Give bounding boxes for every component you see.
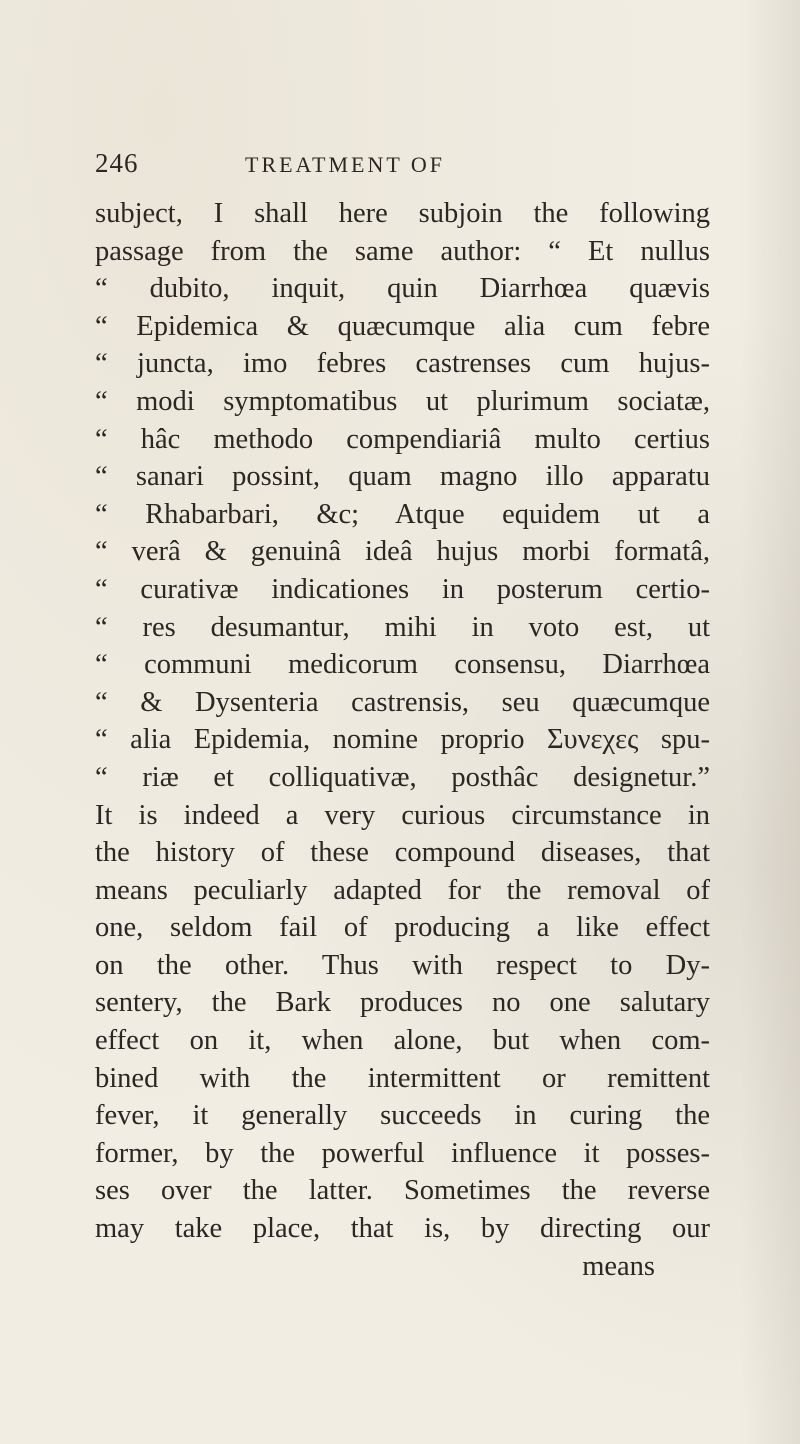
- text-line: “ Rhabarbari, &c; Atque equidem ut a: [95, 498, 710, 530]
- body-text: [95, 195, 710, 1285]
- text-line: sentery, the Bark produces no one salutary: [95, 987, 710, 1019]
- text-line: former, by the powerful influence it posses-: [95, 1137, 710, 1169]
- text-line: “ communi medicorum consensu, Diarrhœa: [95, 649, 710, 681]
- text-line: “ modi symptomatibus ut plurimum sociatæ,: [95, 385, 710, 417]
- running-head: [95, 148, 695, 184]
- catchword: means: [582, 1250, 655, 1282]
- text-line: “ curativæ indicationes in posterum certio-: [95, 573, 710, 605]
- text-line: “ & Dysenteria castrensis, seu quæcumque: [95, 686, 710, 718]
- text-line: “ sanari possint, quam magno illo apparatu: [95, 461, 710, 493]
- text-line: may take place, that is, by directing our: [95, 1213, 710, 1245]
- text-line: effect on it, when alone, but when com-: [95, 1025, 710, 1057]
- page-number: 246: [95, 148, 139, 178]
- text-line: It is indeed a very curious circumstance in: [95, 799, 710, 831]
- text-line: “ hâc methodo compendiariâ multo certius: [95, 423, 710, 455]
- text-line: passage from the same author: “ Et nullus: [95, 235, 710, 267]
- text-line: fever, it generally succeeds in curing the: [95, 1100, 710, 1132]
- text-line: subject, I shall here subjoin the following: [95, 198, 710, 229]
- text-line: means peculiarly adapted for the removal of: [95, 874, 710, 906]
- running-title: TREATMENT OF: [245, 152, 445, 177]
- text-line: “ verâ & genuinâ ideâ hujus morbi formatâ,: [95, 536, 710, 568]
- text-line: on the other. Thus with respect to Dy-: [95, 949, 710, 981]
- text-line: “ res desumantur, mihi in voto est, ut: [95, 611, 710, 643]
- text-line: “ Epidemica & quæcumque alia cum febre: [95, 310, 710, 342]
- text-line: “ alia Epidemia, nomine proprio Συνεχες spu-: [95, 724, 710, 756]
- text-line: “ dubito, inquit, quin Diarrhœa quævis: [95, 273, 710, 305]
- text-line: “ riæ et colliquativæ, posthâc designetur.”: [95, 761, 710, 793]
- page-edge-shadow: [740, 0, 800, 1444]
- text-line: one, seldom fail of producing a like effect: [95, 912, 710, 944]
- text-line: bined with the intermittent or remittent: [95, 1062, 710, 1094]
- text-line: “ juncta, imo febres castrenses cum hujus-: [95, 348, 710, 380]
- text-line: ses over the latter. Sometimes the reverse: [95, 1175, 710, 1207]
- text-line: the history of these compound diseases, that: [95, 837, 710, 869]
